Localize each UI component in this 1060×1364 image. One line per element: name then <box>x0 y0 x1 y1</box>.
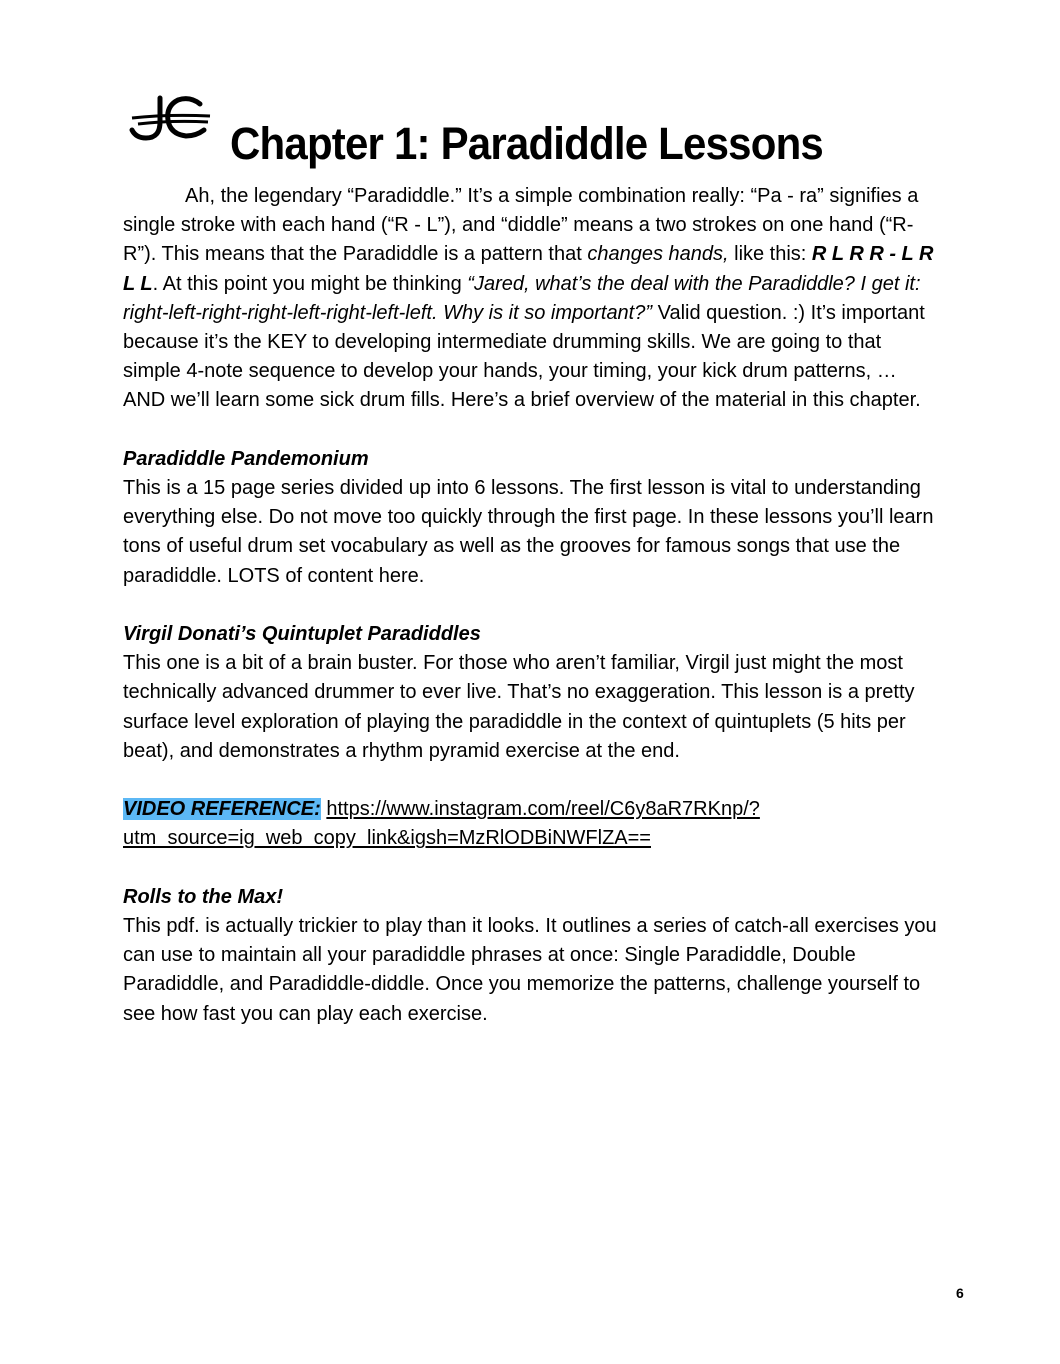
section-body: This pdf. is actually trickier to play than it looks. It outlines a series of catch-all exercises you can use to maintain all your paradiddle phrases at once: Single Paradiddle, Double Paradiddle, and Paradiddle-diddle. Once you memorize the patterns, challenge yourself to see how fast you can play each exercise. <box>123 915 937 1025</box>
section-body: This is a 15 page series divided up into 6 lessons. The first lesson is vital to understanding everything else. Do not move too quickly through the first page. In these lessons you’ll learn tons of useful drum set vocabulary as well as the grooves for famous songs that use the paradiddle. LOTS of content here. <box>123 477 934 587</box>
intro-text: like this: <box>728 243 812 266</box>
section-paradiddle-pandemonium <box>123 445 938 591</box>
page-title: Chapter 1: Paradiddle Lessons <box>230 118 823 169</box>
section-quintuplet-paradiddles <box>123 620 938 766</box>
intro-emphasis: changes hands, <box>587 243 729 266</box>
intro-quote: “Jared, what’s the deal with the Paradiddle? I get it: right-left-right-right-left-right-left-left. Why is it so important?” <box>123 272 921 324</box>
section-body: This one is a bit of a brain buster. For those who aren’t familiar, Virgil just might the most technically advanced drummer to ever live. That’s no exaggeration. This lesson is a pretty surface level exploration of playing the paradiddle in the context of quintuplets (5 hits per beat), and demonstrates a rhythm pyramid exercise at the end. <box>123 652 915 762</box>
section-title: Virgil Donati’s Quintuplet Paradiddles <box>123 623 481 646</box>
section-title: Rolls to the Max! <box>123 885 284 908</box>
document-body <box>123 182 938 1029</box>
intro-paragraph <box>123 182 938 416</box>
video-reference-label: VIDEO REFERENCE: <box>123 798 321 821</box>
chapter-header <box>128 94 928 174</box>
video-url-line1: https://www.instagram.com/reel/C6y8aR7RKnp/? <box>326 798 760 821</box>
sticking-pattern: R L R R - L R L L <box>123 243 934 295</box>
intro-text: Valid question. :) It’s important because it’s the KEY to developing intermediate drumming skills. We are going to that simple 4-note sequence to develop your hands, your timing, your kick drum patterns, …AND we’ll learn some sick drum fills. Here’s a brief overview of the material in this chapter. <box>123 301 925 412</box>
video-reference <box>123 795 938 853</box>
intro-text: Ah, the legendary “Paradiddle.” It’s a simple combination really: “Pa - ra” signifies a single stroke with each hand (“R - L”), and “diddle” means a two strokes on one hand (“R-R”). This means that the Paradiddle is a pattern that <box>123 185 919 266</box>
jc-initials-logo-icon <box>128 94 212 146</box>
section-rolls-to-the-max <box>123 883 938 1029</box>
video-url-line2: utm_source=ig_web_copy_link&igsh=MzRlODBiNWFlZA== <box>123 827 651 850</box>
section-title: Paradiddle Pandemonium <box>123 447 369 470</box>
intro-text: . At this point you might be thinking <box>152 272 468 295</box>
page-number: 6 <box>956 1285 964 1301</box>
